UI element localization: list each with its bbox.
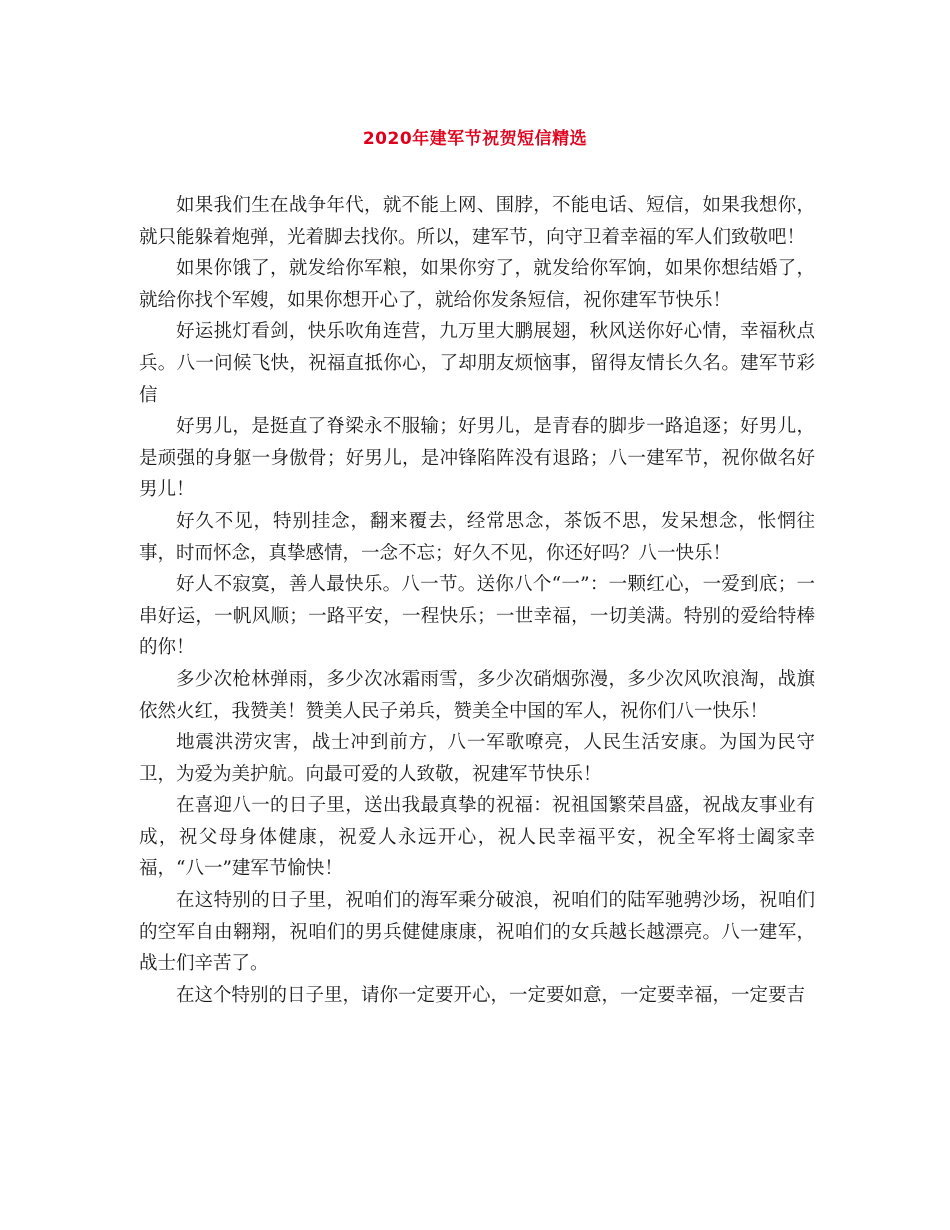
paragraph: 好男儿，是挺直了脊梁永不服输；好男儿，是青春的脚步一路追逐；好男儿，是顽强的身躯一身傲骨；好男儿，是冲锋陷阵没有退路；八一建军节，祝你做名好男儿！ — [139, 416, 815, 501]
paragraph: 地震洪涝灾害，战士冲到前方，八一军歌嘹亮，人民生活安康。为国为民守卫，为爱为美护航。向最可爱的人致敬，祝建军节快乐！ — [139, 732, 815, 785]
paragraph: 在这特别的日子里，祝咱们的海军乘分破浪，祝咱们的陆军驰骋沙场，祝咱们的空军自由翱翔，祝咱们的男兵健健康康，祝咱们的女兵越长越漂亮。八一建军，战士们辛苦了。 — [139, 890, 815, 975]
paragraph: 在喜迎八一的日子里，送出我最真挚的祝福：祝祖国繁荣昌盛，祝战友事业有成，祝父母身体健康，祝爱人永远开心，祝人民幸福平安，祝全军将士阖家幸福，“八一”建军节愉快！ — [139, 795, 815, 880]
paragraph: 好久不见，特别挂念，翻来覆去，经常思念，茶饭不思，发呆想念，怅惘往事，时而怀念，真挚感情，一念不忘；好久不见，你还好吗？八一快乐！ — [139, 510, 815, 564]
paragraph: 如果你饿了，就发给你军粮，如果你穷了，就发给你军饷，如果你想结婚了，就给你找个军嫂，如果你想开心了，就给你发条短信，祝你建军节快乐！ — [139, 258, 815, 311]
paragraph: 在这个特别的日子里，请你一定要开心，一定要如意，一定要幸福，一定要吉 — [176, 984, 806, 1006]
paragraph: 多少次枪林弹雨，多少次冰霜雨雪，多少次硝烟弥漫，多少次风吹浪淘，战旗依然火红，我赞美！赞美人民子弟兵，赞美全中国的军人，祝你们八一快乐！ — [139, 668, 815, 722]
paragraph: 好运挑灯看剑，快乐吹角连营，九万里大鹏展翅，秋风送你好心情，幸福秋点兵。八一问候飞快，祝福直抵你心，了却朋友烦恼事，留得友情长久名。建军节彩信 — [139, 321, 815, 406]
document-title: 2020年建军节祝贺短信精选 — [362, 129, 588, 149]
document-body — [139, 190, 815, 1011]
paragraph: 如果我们生在战争年代，就不能上网、围脖，不能电话、短信，如果我想你，就只能躲着炮弹，光着脚去找你。所以，建军节，向守卫着幸福的军人们致敬吧！ — [139, 195, 815, 248]
paragraph: 好人不寂寞，善人最快乐。八一节。送你八个“一”：一颗红心，一爱到底；一串好运，一帆风顺；一路平安，一程快乐；一世幸福，一切美满。特别的爱给特棒的你！ — [139, 574, 815, 659]
